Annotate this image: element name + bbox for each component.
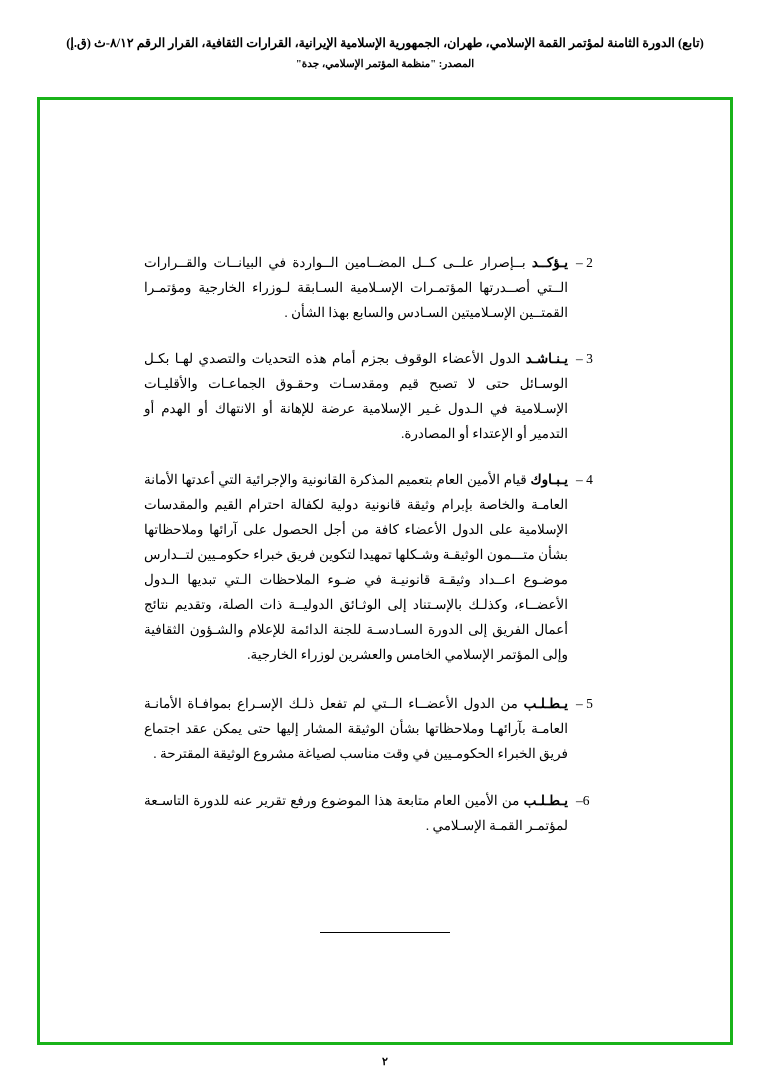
clause-body-text: من الأمين العام متابعة هذا الموضوع ورفع تقرير عنه للدورة التاسـعة لمؤتمـر القمـة الإسـلامي .	[144, 793, 568, 833]
clause-lead-word: يـطـلـب	[523, 696, 568, 711]
clause-item	[144, 250, 616, 325]
page-header	[0, 34, 770, 70]
clause-number: 3 –	[576, 351, 593, 366]
clause-number: 4 –	[576, 472, 593, 487]
page-number: ٢	[382, 1056, 388, 1068]
clause-body-text: بــإصرار علــى كــل المضــامين الــواردة في البيانــات والقــرارات الــتي أصــدرتها المؤتمـرات الإسـلامية السـابقة لـوزراء الخارجية ومؤتمـرا القمتــين الإسـلاميتين السـادس والسابع بهذا الشأن .	[144, 255, 568, 320]
clause-text	[144, 467, 568, 667]
clause-text	[144, 691, 568, 766]
clause-lead-word: يـطـلـب	[523, 793, 568, 808]
clause-item	[144, 691, 616, 766]
clause-list	[144, 250, 616, 859]
header-source: المصدر: "منظمة المؤتمر الإسلامي، جدة"	[295, 59, 475, 70]
clause-text	[144, 346, 568, 446]
clause-item	[144, 788, 616, 838]
clause-item	[144, 467, 616, 667]
clause-lead-word: يـؤكــد	[531, 255, 568, 270]
clause-number: 6–	[576, 793, 590, 808]
clause-lead-word: يـبـاوك	[530, 472, 568, 487]
clause-body-text: قيام الأمين العام بتعميم المذكرة القانونية والإجرائية التي أعدتها الأمانة العامـة والخاصة بإبرام وثيقة قانونية دولية لكفالة احترام القيم والمقدسات الإسلامية على الدول الأعضاء كافة من أجل الحصول على آرائها وملاحظاتها بشأن متـــمون الوثيقـة وشـكلها تمهيدا لتكوين فريق خبراء حكومـيين لتــدارس موضـوع اعــداد وثيقـة قانونيـة في ضـوء الملاحظات الـتي تبديها الـدول الأعضــاء، وكذلـك بالإسـتناد إلى الوثـائق الدوليــة ذات الصلة، وتقديم نتائج أعمال الفريق إلى الدورة السـادسـة للجنة الدائمة للإعلام والشـؤون الثقافية وإلى المؤتمر الإسلامي الخامس والعشرين لوزراء الخارجية.	[144, 472, 568, 662]
header-title: (تابع) الدورة الثامنة لمؤتمر القمة الإسلامي، طهران، الجمهورية الإسلامية الإيرانية، القرارات الثقافية، القرار الرقم ٨/١٢-ث (ق.إ)	[66, 36, 704, 50]
page-footer	[0, 1055, 770, 1068]
green-border-frame	[37, 97, 733, 1045]
clause-number: 5 –	[576, 696, 593, 711]
clause-text	[144, 788, 568, 838]
clause-body-text: من الدول الأعضــاء الــتي لم تفعل ذلـك الإسـراع بموافـاة الأمانـة العامـة بآرائهـا وملاحظاتها بشأن الوثيقة المشار إليها حتى يمكن عقد اجتماع فريق الخبراء الحكومـيين في وقت مناسب لصياغة مشروع الوثيقة المقترحة .	[144, 696, 568, 761]
section-divider	[40, 920, 730, 938]
clause-lead-word: يـنـاشـد	[525, 351, 568, 366]
clause-item	[144, 346, 616, 446]
clause-body-text: الدول الأعضاء الوقوف بجزم أمام هذه التحديات والتصدي لهـا بكـل الوسـائل حتى لا تصبح قيم ومقدسـات وحقـوق الجماعـات والأقليـات الإسـلامية في الـدول غـير الإسلامية عرضة للإهانة أو الانتهاك أو الهدم أو التدمير أو الإعتداء أو المصادرة.	[144, 351, 568, 441]
horizontal-rule	[320, 932, 450, 933]
clause-text	[144, 250, 568, 325]
clause-number: 2 –	[576, 255, 593, 270]
